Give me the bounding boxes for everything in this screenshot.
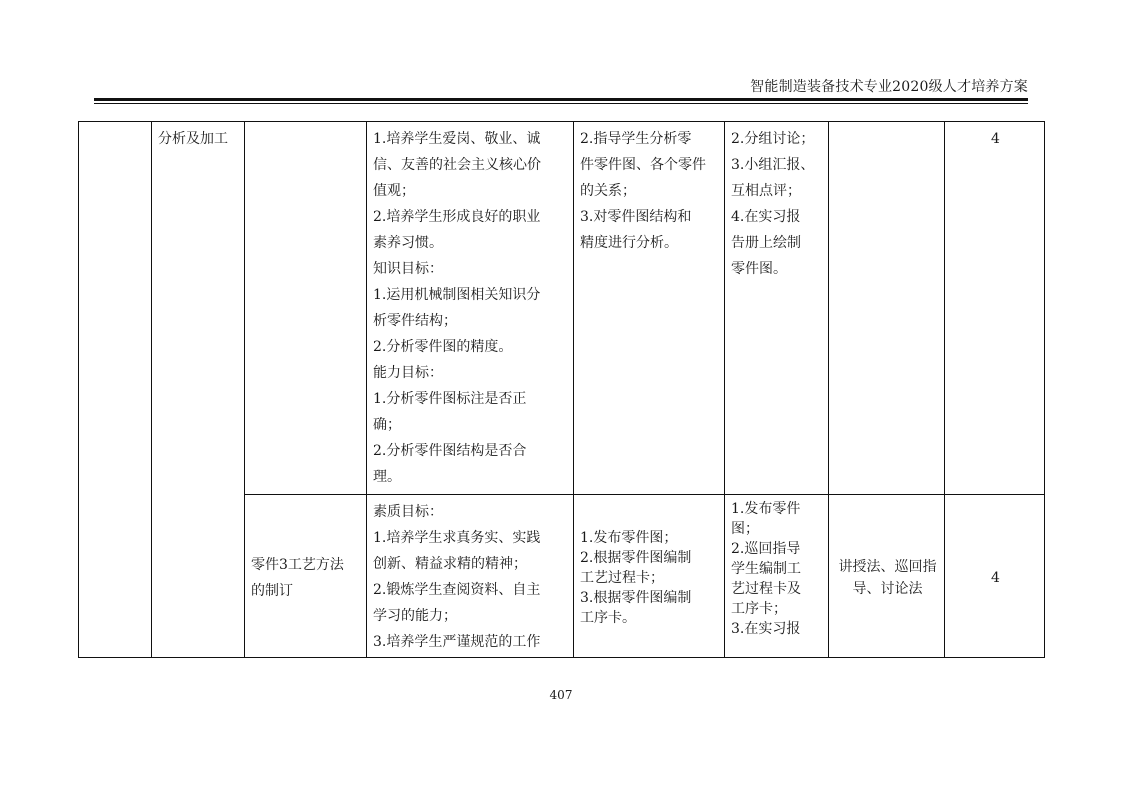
teacher-activity-line: 2.根据零件图编制 <box>580 550 692 566</box>
cell-student-activity <box>725 495 829 658</box>
goal-line: 析零件结构； <box>373 313 457 329</box>
document-header-title: 智能制造装备技术专业2020级人才培养方案 <box>750 79 1028 95</box>
goal-line: 2.培养学生形成良好的职业 <box>373 209 541 225</box>
task-line: 零件3工艺方法 <box>251 557 344 573</box>
student-activity-line: 3.在实习报 <box>731 621 801 637</box>
goal-line: 素质目标： <box>373 504 443 520</box>
header-rule-thick <box>94 98 1028 101</box>
goal-line: 1.分析零件图标注是否正 <box>373 391 527 407</box>
cell-hours <box>945 122 1045 495</box>
goal-line: 1.培养学生爱岗、敬业、诚 <box>373 131 541 147</box>
cell-student-activity <box>725 122 829 495</box>
goal-line: 理。 <box>373 469 401 485</box>
cell-hours <box>945 495 1045 658</box>
goal-line: 1.运用机械制图相关知识分 <box>373 287 541 303</box>
cell-method <box>829 122 945 495</box>
student-activity-line: 2.巡回指导 <box>731 541 801 557</box>
cell-teacher-activity <box>574 495 725 658</box>
student-activity-line: 互相点评； <box>731 183 801 199</box>
student-activity-line: 图； <box>731 521 759 537</box>
student-activity-line: 2.分组讨论； <box>731 131 815 147</box>
hours-value: 4 <box>991 570 1000 586</box>
cell-method <box>829 495 945 658</box>
teacher-activity-line: 件零件图、各个零件 <box>580 157 706 173</box>
goal-line: 素养习惯。 <box>373 235 443 251</box>
goal-line: 知识目标： <box>373 261 443 277</box>
goal-line: 2.锻炼学生查阅资料、自主 <box>373 582 541 598</box>
goal-line: 3.培养学生严谨规范的工作 <box>373 634 541 650</box>
goal-line: 值观； <box>373 183 415 199</box>
project-name: 分析及加工 <box>158 131 228 147</box>
student-activity-line: 告册上绘制 <box>731 235 801 251</box>
goal-line: 学习的能力； <box>373 608 457 624</box>
teacher-activity-line: 的关系； <box>580 183 636 199</box>
student-activity-line: 3.小组汇报、 <box>731 157 815 173</box>
cell-goals <box>367 122 574 495</box>
student-activity-line: 学生编制工 <box>731 561 801 577</box>
goal-line: 确； <box>373 417 401 433</box>
goal-line: 1.培养学生求真务实、实践 <box>373 530 541 546</box>
task-line: 的制订 <box>251 583 293 599</box>
hours-value: 4 <box>991 131 1000 147</box>
goal-line: 信、友善的社会主义核心价 <box>373 157 541 173</box>
student-activity-line: 工序卡； <box>731 601 787 617</box>
goal-line: 2.分析零件图结构是否合 <box>373 443 527 459</box>
student-activity-line: 1.发布零件 <box>731 501 801 517</box>
teacher-activity-line: 3.对零件图结构和 <box>580 209 692 225</box>
cell-task <box>245 122 367 495</box>
header-rule-thin <box>94 103 1028 104</box>
teacher-activity-line: 工序卡。 <box>580 610 636 626</box>
teacher-activity-line: 工艺过程卡； <box>580 570 664 586</box>
method-line: 导、讨论法 <box>852 581 923 597</box>
teacher-activity-line: 精度进行分析。 <box>580 235 678 251</box>
cell-module <box>79 122 152 658</box>
method-line: 讲授法、巡回指 <box>838 559 937 575</box>
student-activity-line: 4.在实习报 <box>731 209 801 225</box>
curriculum-table <box>78 121 1045 658</box>
teacher-activity-line: 2.指导学生分析零 <box>580 131 692 147</box>
cell-task <box>245 495 367 658</box>
cell-teacher-activity <box>574 122 725 495</box>
goal-line: 2.分析零件图的精度。 <box>373 339 513 355</box>
page-number: 407 <box>549 688 573 702</box>
goal-line: 能力目标： <box>373 365 443 381</box>
teacher-activity-line: 1.发布零件图； <box>580 530 678 546</box>
student-activity-line: 艺过程卡及 <box>731 581 801 597</box>
student-activity-line: 零件图。 <box>731 261 787 277</box>
table-row <box>79 122 1045 495</box>
cell-goals <box>367 495 574 658</box>
cell-project <box>152 122 245 658</box>
goal-line: 创新、精益求精的精神； <box>373 556 527 572</box>
teacher-activity-line: 3.根据零件图编制 <box>580 590 692 606</box>
